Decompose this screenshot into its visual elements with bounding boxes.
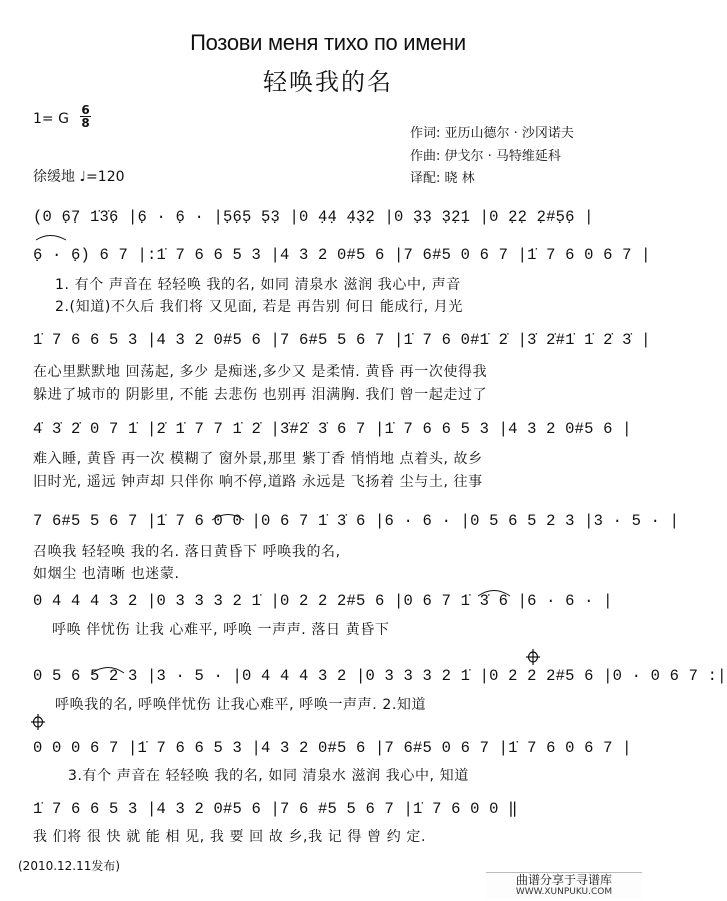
slur-mark (92, 668, 124, 674)
title-russian: Позови меня тихо по имени (190, 30, 466, 55)
slur-mark (36, 236, 66, 241)
lyric-line: 难入睡, 黄昏 再一次 模糊了 窗外景,那里 紫丁香 悄悄地 点着头, 故乡 (33, 451, 483, 467)
notation-line-4: 4̇ 3̇ 2̇ 0 7 1̇ |2̇ 1̇ 7 7 1̇ 2̇ |3̇#2̇ 3̇ 6 7 |1̇ 7 6 6 5 3 |4 3 2 0#5 6 | (33, 420, 632, 438)
notation-line-7: 0 5 6 5 2 3 |3 · 5 · |0 4 4 4 3 2 |0 3 3 3 2 1̇ |0 2 2 2#5 6 |0 · 0 6 7 :| (33, 667, 727, 685)
credit-lyricist: 作词: 亚历山德尔 · 沙冈诺夫 (410, 126, 574, 141)
time-numerator: 6 (81, 103, 90, 117)
site-name: 曲谱分享于寻谱库 (515, 873, 612, 887)
lyric-line: 在心里默默地 回荡起, 多少 是痴迷,多少又 是柔情. 黄昏 再一次使得我 (33, 364, 488, 380)
lyric-line: 2.(知道)不久后 我们将 又见面, 若是 再告别 何日 能成行, 月光 (55, 299, 463, 315)
notation-line-9: 1̇ 7 6 6 5 3 |4 3 2 0#5 6 |7 6 #5 5 6 7 |1̇ 7 6 0 0 ‖ (33, 800, 518, 818)
site-url: WWW.XUNPUKU.COM (515, 887, 613, 897)
credit-composer: 作曲: 伊戈尔 · 马特维延科 (410, 149, 561, 164)
coda-sign-icon (31, 714, 45, 730)
lyric-line: 呼唤我的名, 呼唤伴忧伤 让我心难平, 呼唤一声声. 2.知道 (55, 697, 427, 713)
slur-mark (478, 591, 510, 597)
coda-sign-icon (526, 649, 540, 665)
lyric-line: 3.有个 声音在 轻轻唤 我的名, 如同 清泉水 滋润 我心中, 知道 (68, 768, 469, 784)
site-watermark (486, 872, 642, 899)
lyric-line: 旧时光, 遥远 钟声却 只伴你 响不停,道路 永远是 飞扬着 尘与土, 往事 (33, 474, 483, 490)
publish-date: (2010.12.11发布) (18, 859, 121, 873)
notation-line-8: 0 0 0 6 7 |1̇ 7 6 6 5 3 |4 3 2 0#5 6 |7 6#5 0 6 7 |1̇ 7 6 0 6 7 | (33, 739, 632, 757)
lyric-line: 我 们将 很 快 就 能 相 见, 我 要 回 故 乡,我 记 得 曾 约 定. (33, 829, 427, 845)
slur-mark (212, 515, 244, 521)
tempo-marking: 徐缓地 ♩=120 (33, 169, 125, 185)
title-chinese: 轻唤我的名 (263, 68, 393, 96)
lyric-line: 召唤我 轻轻唤 我的名. 落日黄昏下 呼唤我的名, (33, 544, 341, 560)
credit-arranger: 译配: 晓 林 (410, 171, 475, 186)
lyric-line: 呼唤 伴忧伤 让我 心难平, 呼唤 一声声. 落日 黄昏下 (52, 622, 390, 638)
notation-line-2: 6̣ · 6̣) 6 7 |:1̇ 7 6 6 5 3 |4 3 2 0#5 6 |7 6#5 0 6 7 |1̇ 7 6 0 6 7 | (33, 246, 651, 264)
key-signature: 1= G (33, 111, 69, 127)
notation-line-6: 0 4 4 4 3 2 |0 3 3 3 2 1̇ |0 2 2 2#5 6 |0 6 7 1̇ 3̇ 6 |6 · 6 · | (33, 592, 613, 610)
notation-line-1: (0 6̣7̣ 1̇3̇6̣ |6̣ · 6̣ · |5̣6̣5̣ 5̣3̣ |0 4̣4̣ 4̣3̣2̣ |0 3̣3̣ 3̣2̣1̣ |0 2̣2̣ 2̣#5̣6̣ | (33, 208, 594, 226)
lyric-line: 1. 有个 声音在 轻轻唤 我的名, 如同 清泉水 滋润 我心中, 声音 (55, 277, 461, 293)
time-denominator: 8 (81, 116, 90, 130)
lyric-line: 躲进了城市的 阴影里, 不能 去悲伤 也别再 泪满胸. 我们 曾一起走过了 (33, 387, 488, 403)
lyric-line: 如烟尘 也清晰 也迷蒙. (33, 566, 180, 582)
notation-line-5: 7 6#5 5 6 7 |1̇ 7 6 0 0 |0 6 7 1̇ 3̇ 6 |6 · 6 · |0 5 6 5 2 3 |3 · 5 · | (33, 512, 680, 530)
notation-line-3: 1̇ 7 6 6 5 3 |4 3 2 0#5 6 |7 6#5 5 6 7 |1̇ 7 6 0#1̇ 2̇ |3̇ 2̇#1̇ 1̇ 2̇ 3̇ | (33, 331, 651, 349)
